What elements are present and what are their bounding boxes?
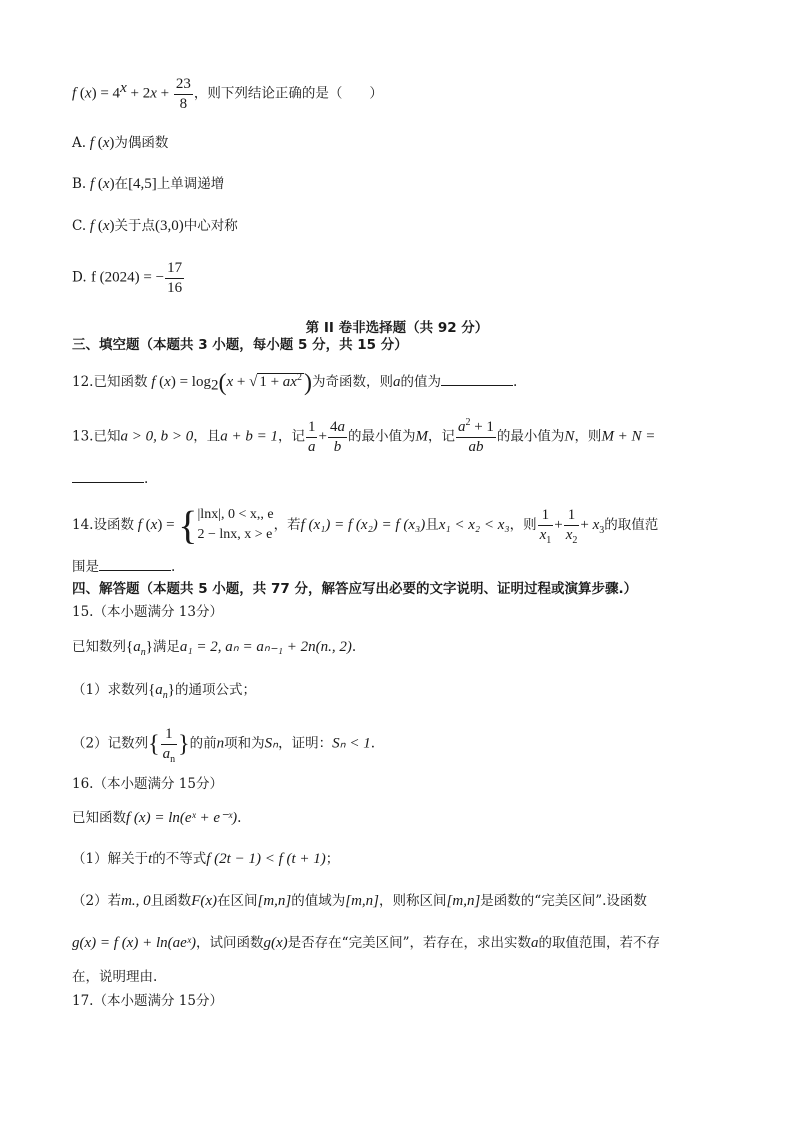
q11-stem: f $(x) = 4^x + 2x$ + $\frac{23}{8}$ ，则下列结论正确的是（ ） <box>72 76 383 112</box>
q14-answer-blank[interactable] <box>99 558 171 571</box>
q11-option-c: C. f (x)关于点(3,0)中心对称 <box>72 218 238 234</box>
q17-head: 17.（本小题满分 15分） <box>72 993 223 1009</box>
q11-stem-tail: ，则下列结论正确的是（ ） <box>193 85 383 102</box>
q16-part1: （1）解关于t的不等式f (2t − 1) < f (t + 1)； <box>72 851 340 867</box>
q11-option-d: D. f (2024) = − $\frac{17}{16}$ <box>72 260 183 296</box>
q14: 14.设函数 f (x) = {|lnx|, 0 < x,, e 2 − lnx, x > e，若f (x₁) = f (x₂) = f (x₃)且x₁ < x₂ < x₃，则 $\frac{1}{x_1}$ + $\frac{1}{x_2}$ + $x_3$的取值范 <box>72 502 659 548</box>
q16-part2-line2: g(x) = f (x) + ln(aeˣ)，试问函数g(x)是否存在“完美区间”，若存在，求出实数a的取值范围，若不存 <box>72 935 660 951</box>
q12-answer-blank[interactable] <box>441 373 513 386</box>
q14-piecewise: |lnx|, 0 < x,, e 2 − lnx, x > e <box>197 507 274 543</box>
q11-fraction: $\frac{23}{8}$ <box>175 76 191 112</box>
q13: 13.已知a > 0, b > 0，且a + b = 1，记 $\frac{1}{a}$ + $\frac{4a}{b}$ 的最小值为M，记 $\frac{a^2 + 1}{ab}$ 的最小值为N，则M + N = <box>72 417 656 455</box>
q16-part2-line3: 在，说明理由. <box>72 969 158 985</box>
q15-part1: （1）求数列$\{a_n\}$的通项公式； <box>72 682 256 701</box>
q15-head: 15.（本小题满分 13分） <box>72 604 223 620</box>
q14-line2: 围是 . <box>72 559 176 575</box>
part2-title: 第 II 卷非选择题（共 92 分） <box>305 320 489 336</box>
q11-d-fraction: $\frac{17}{16}$ <box>167 260 183 296</box>
q13-line2: . <box>72 470 148 487</box>
q15-stem: 已知数列$\{a_n\}$满足a₁ = 2, aₙ = aₙ₋₁ + 2n(n., 2). <box>72 639 357 658</box>
q11-fx: f <box>72 85 77 102</box>
q11-option-b: B. f (x)在[4,5]上单调递增 <box>72 176 225 192</box>
q12: 12.已知函数 f $(x) = \log_2(x$ + √ $1 + ax^2$)为奇函数，则a的值为 . <box>72 370 518 396</box>
section4-title: 四、解答题（本题共 5 小题，共 77 分，解答应写出必要的文字说明、证明过程或演算步骤.） <box>72 581 638 597</box>
q13-answer-blank[interactable] <box>72 470 144 483</box>
q16-head: 16.（本小题满分 15分） <box>72 776 223 792</box>
q15-part2: （2）记数列{ $\frac{1}{a_n}$ }的前n项和为Sₙ，证明：Sₙ < 1. <box>72 726 376 765</box>
section3-title: 三、填空题（本题共 3 小题，每小题 5 分，共 15 分） <box>72 337 408 353</box>
q11-option-a: A. f (x)为偶函数 <box>72 135 169 151</box>
q16-part2: （2）若m., 0且函数F(x)在区间[m,n]的值域为[m,n]，则称区间[m,n]是函数的“完美区间”.设函数 <box>72 893 647 909</box>
q16-stem: 已知函数f (x) = ln(eˣ + e⁻ˣ). <box>72 810 242 826</box>
